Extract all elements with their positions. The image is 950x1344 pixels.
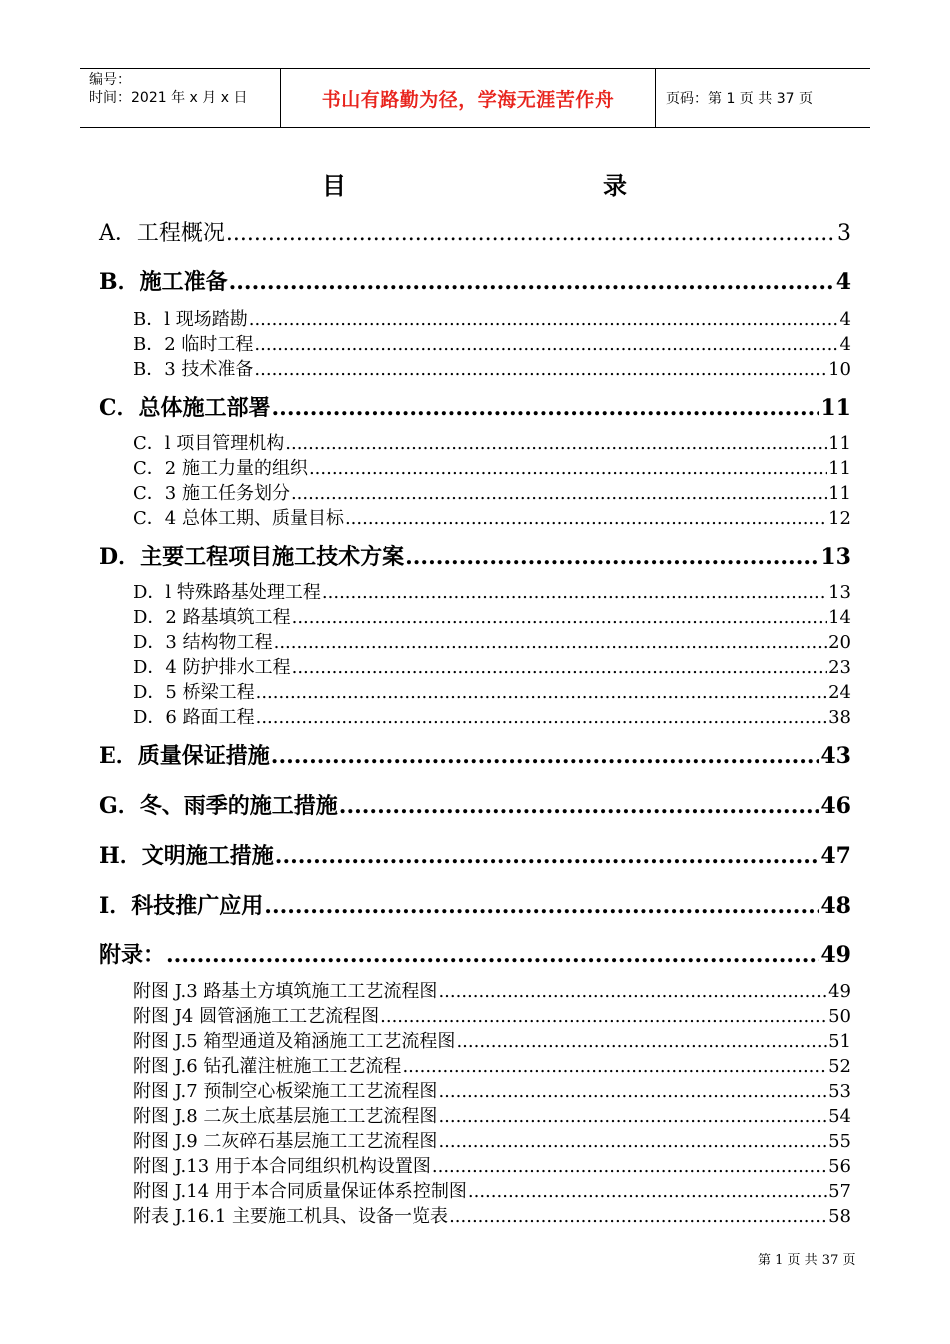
toc-leader — [166, 942, 819, 968]
toc-leader — [249, 309, 839, 330]
toc-entry-label: 附图 J.3 路基土方填筑施工工艺流程图 — [133, 981, 438, 1002]
toc-leader — [449, 1206, 827, 1227]
toc-leader — [264, 893, 819, 919]
toc-leader — [438, 1081, 827, 1102]
toc-entry-label: C．4 总体工期、质量目标 — [133, 508, 344, 529]
toc-entry[interactable] — [133, 429, 851, 455]
toc-entry[interactable] — [133, 504, 851, 530]
page-footer: 第 1 页 共 37 页 — [758, 1253, 856, 1268]
toc-entry-label: C．3 施工任务划分 — [133, 483, 290, 504]
toc-leader — [256, 707, 827, 728]
toc-entry-label: 附图 J4 圆管涵施工工艺流程图 — [133, 1006, 380, 1027]
toc-entry-page: 43 — [820, 743, 851, 769]
toc-leader — [345, 508, 827, 529]
toc-leader — [226, 221, 836, 246]
time-label: 时间：2021 年 x 月 x 日 — [89, 90, 248, 106]
toc-entry-label: 附图 J.6 钻孔灌注桩施工工艺流程 — [133, 1056, 402, 1077]
toc-entry-page: 55 — [828, 1131, 851, 1152]
toc-entry[interactable] — [133, 454, 851, 480]
toc-leader — [380, 1006, 827, 1027]
toc-entry[interactable] — [133, 578, 851, 604]
toc-entry[interactable] — [133, 977, 851, 1003]
toc-entry-page: 11 — [828, 433, 851, 454]
toc-entry-page: 57 — [828, 1181, 851, 1202]
toc-entry-label: 附图 J.7 预制空心板梁施工工艺流程图 — [133, 1081, 438, 1102]
toc-entry[interactable] — [133, 678, 851, 704]
toc-entry-page: 4 — [839, 309, 851, 330]
toc-entry[interactable] — [133, 330, 851, 356]
toc-entry[interactable] — [133, 1202, 851, 1228]
toc-entry-page: 47 — [820, 843, 851, 869]
toc-leader — [229, 269, 835, 295]
toc-entry-label: D．6 路面工程 — [133, 707, 255, 728]
toc-leader — [291, 483, 827, 504]
toc-entry-label: 附图 J.9 二灰碎石基层施工工艺流程图 — [133, 1131, 438, 1152]
toc-entry[interactable] — [99, 391, 851, 422]
toc-entry-page: 49 — [820, 942, 851, 968]
toc-leader — [254, 359, 827, 380]
toc-leader — [256, 682, 827, 703]
toc-entry-label: D．4 防护排水工程 — [133, 657, 291, 678]
toc-entry-page: 51 — [828, 1031, 851, 1052]
toc-entry-label: 附图 J.13 用于本合同组织机构设置图 — [133, 1156, 431, 1177]
toc-entry[interactable] — [133, 1052, 851, 1078]
toc-entry-page: 11 — [820, 395, 851, 421]
toc-leader — [309, 458, 827, 479]
toc-entry-label: D．5 桥梁工程 — [133, 682, 255, 703]
toc-entry[interactable] — [133, 1027, 851, 1053]
page-header — [80, 68, 870, 128]
toc-entry-label: G．冬、雨季的施工措施 — [99, 793, 338, 819]
toc-leader — [271, 743, 820, 769]
toc-entry-page: 24 — [828, 682, 851, 703]
toc-entry-page: 48 — [820, 893, 851, 919]
toc-entry[interactable] — [133, 1102, 851, 1128]
toc-entry[interactable] — [133, 1127, 851, 1153]
toc-entry-page: 23 — [828, 657, 851, 678]
toc-entry-label: B．3 技术准备 — [133, 359, 254, 380]
toc-entry-label: 附图 J.14 用于本合同质量保证体系控制图 — [133, 1181, 467, 1202]
toc-leader — [438, 981, 827, 1002]
toc-leader — [292, 657, 827, 678]
toc-entry[interactable] — [133, 628, 851, 654]
toc-leader — [432, 1156, 827, 1177]
toc-entry-page: 53 — [828, 1081, 851, 1102]
toc-leader — [272, 395, 820, 421]
toc-entry[interactable] — [99, 889, 851, 920]
toc-entry[interactable] — [133, 355, 851, 381]
toc-leader — [405, 544, 819, 570]
toc-entry[interactable] — [133, 1177, 851, 1203]
toc-entry-page: 13 — [820, 544, 851, 570]
toc-title — [0, 162, 950, 202]
toc-entry[interactable] — [133, 1152, 851, 1178]
toc-entry[interactable] — [99, 789, 851, 820]
toc-entry[interactable] — [133, 305, 851, 331]
toc-entry-page: 14 — [828, 607, 851, 628]
toc-entry-label: 附图 J.5 箱型通道及箱涵施工工艺流程图 — [133, 1031, 456, 1052]
toc-entry-page: 12 — [828, 508, 851, 529]
header-motto — [281, 69, 656, 127]
toc-entry-label: C．总体施工部署 — [99, 395, 271, 421]
toc-entry[interactable] — [133, 479, 851, 505]
toc-entry[interactable] — [133, 653, 851, 679]
toc-entry[interactable] — [99, 540, 851, 571]
toc-leader — [438, 1106, 827, 1127]
toc-entry[interactable] — [133, 1077, 851, 1103]
toc-entry[interactable] — [133, 603, 851, 629]
toc-entry[interactable] — [133, 703, 851, 729]
toc-entry-page: 52 — [828, 1056, 851, 1077]
toc-entry-label: C．l 项目管理机构 — [133, 433, 285, 454]
toc-entry-label: D．主要工程项目施工技术方案 — [99, 544, 405, 570]
toc-leader — [285, 433, 827, 454]
toc-entry-page: 10 — [828, 359, 851, 380]
toc-entry-page: 46 — [820, 793, 851, 819]
toc-entry[interactable] — [133, 1002, 851, 1028]
toc-leader — [456, 1031, 827, 1052]
toc-leader — [322, 582, 827, 603]
toc-entry-page: 4 — [839, 334, 851, 355]
toc-entry-page: 4 — [835, 269, 851, 295]
toc-entry-label: 附录： — [99, 942, 166, 968]
toc-entry-label: D．3 结构物工程 — [133, 632, 273, 653]
toc-entry-page: 11 — [828, 483, 851, 504]
toc-entry-label: H．文明施工措施 — [99, 843, 274, 869]
toc-entry-label: I．科技推广应用 — [99, 893, 264, 919]
toc-entry-page: 3 — [837, 221, 851, 246]
toc-entry-page: 58 — [828, 1206, 851, 1227]
toc-entry-label: A．工程概况 — [99, 221, 225, 246]
toc-leader — [438, 1131, 827, 1152]
number-label: 编号： — [89, 72, 131, 88]
toc-entry-page: 38 — [828, 707, 851, 728]
toc-leader — [292, 607, 827, 628]
toc-title-right: 录 — [603, 172, 627, 200]
toc-leader — [468, 1181, 827, 1202]
toc-entry[interactable] — [99, 216, 851, 247]
toc-entry-page: 11 — [828, 458, 851, 479]
toc-leader — [339, 793, 820, 819]
toc-entry-page: 50 — [828, 1006, 851, 1027]
toc-entry-label: C．2 施工力量的组织 — [133, 458, 308, 479]
toc-leader — [254, 334, 838, 355]
header-page-info: 页码：第 1 页 共 37 页 — [666, 91, 813, 107]
toc-entry-page: 56 — [828, 1156, 851, 1177]
toc-leader — [275, 843, 820, 869]
toc-entry-page: 20 — [828, 632, 851, 653]
toc-leader — [402, 1056, 827, 1077]
toc-entry[interactable] — [99, 839, 851, 870]
toc-entry-label: 附图 J.8 二灰土底基层施工工艺流程图 — [133, 1106, 438, 1127]
header-meta — [80, 69, 281, 127]
toc-entry[interactable] — [99, 739, 851, 770]
toc-title-left: 目 — [322, 172, 346, 200]
motto-text: 书山有路勤为径，学海无涯苦作舟 — [321, 88, 615, 111]
toc-entry-label: D．2 路基填筑工程 — [133, 607, 291, 628]
toc-entry-label: B．l 现场踏勘 — [133, 309, 248, 330]
toc-entry-label: D．l 特殊路基处理工程 — [133, 582, 321, 603]
toc-entry-page: 13 — [828, 582, 851, 603]
toc-entry-label: B．施工准备 — [99, 269, 228, 295]
toc-leader — [274, 632, 827, 653]
toc-entry-page: 54 — [828, 1106, 851, 1127]
toc-entry[interactable] — [99, 265, 851, 296]
toc-entry-label: E．质量保证措施 — [99, 743, 270, 769]
toc-entry-page: 49 — [828, 981, 851, 1002]
toc-entry-label: 附表 J.16.1 主要施工机具、设备一览表 — [133, 1206, 449, 1227]
toc-entry-label: B．2 临时工程 — [133, 334, 254, 355]
toc-entry[interactable] — [99, 938, 851, 969]
